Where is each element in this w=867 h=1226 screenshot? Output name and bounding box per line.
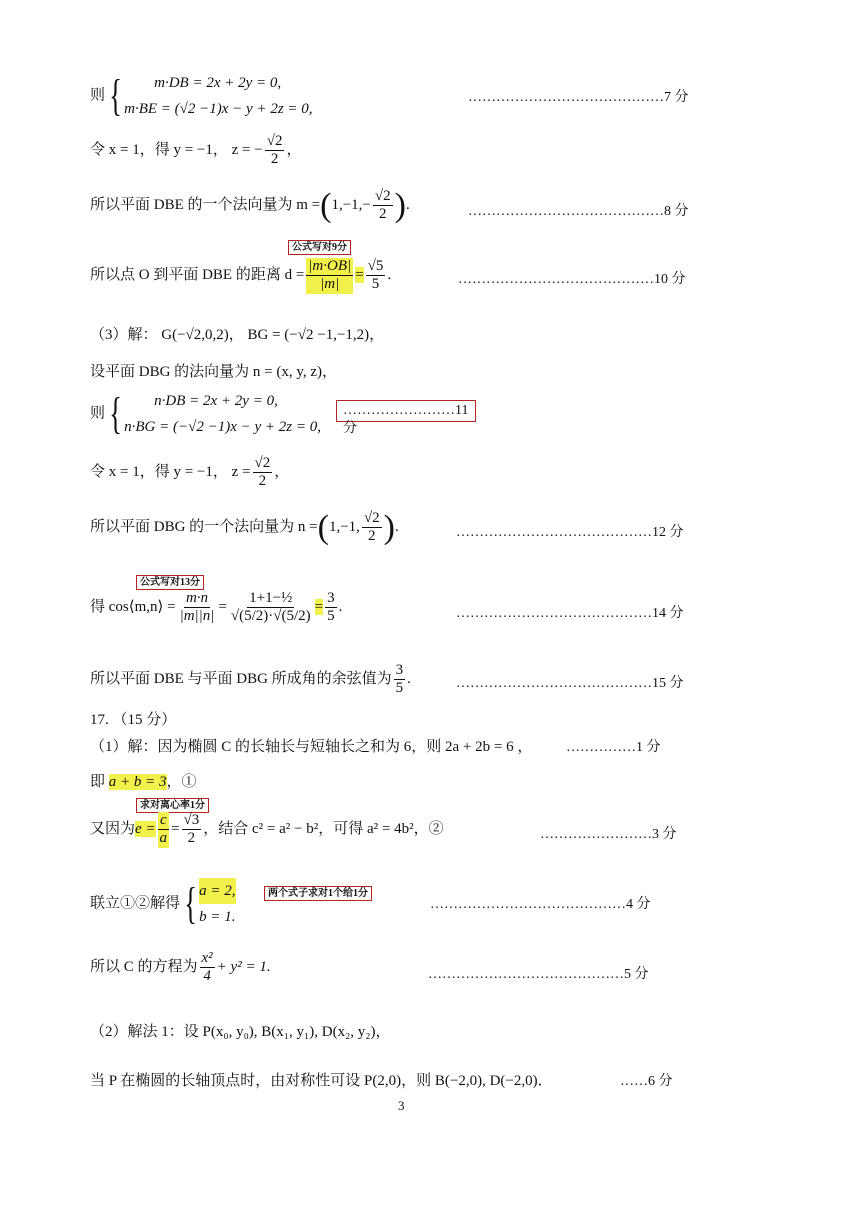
grading-note-two: 两个式子求对1个给1分 <box>264 886 372 901</box>
system-lines: m·DB = 2x + 2y = 0, m·BE = (√2 −1)x − y + 2z = 0, <box>124 75 313 117</box>
score-14: ……………………………………14 分 <box>456 606 684 621</box>
sum-ab: 即 a + b = 3，① <box>90 774 197 790</box>
page-number: 3 <box>398 1098 405 1113</box>
score-4: ……………………………………4 分 <box>430 897 651 912</box>
let-x-dbg: 令 x = 1，得 y = −1， z = $\frac{√2}{2}$ ， <box>90 455 290 490</box>
distance-formula: 所以点 O 到平面 DBE 的距离 d = $\frac{|m\cdot OB|}{|m|}$ = $\frac{√5}{5}$ . <box>90 258 392 293</box>
normal-vector-dbe: 所以平面 DBE 的一个法向量为 m =(1,−1,− $\frac{√2}{2}$ ). <box>90 186 410 224</box>
score-1: ……………1 分 <box>566 740 661 755</box>
score-3: ……………………3 分 <box>540 827 677 842</box>
normal-vector-dbg: 所以平面 DBG 的一个法向量为 n =(1,−1, $\frac{√2}{2}$ ). <box>90 508 399 546</box>
brace-icon: { <box>109 71 122 120</box>
score-5: ……………………………………5 分 <box>428 967 649 982</box>
set-normal-dbg: 设平面 DBG 的法向量为 n = (x, y, z)， <box>90 364 338 380</box>
score-12: ……………………………………12 分 <box>456 525 684 540</box>
fraction: $\frac{√2}{2}$ <box>266 133 283 168</box>
part2-method1: （2）解法 1：设 P(x₀, y₀), B(x₁, y₁), D(x₂, y₂)， <box>90 1024 391 1040</box>
score-15: ……………………………………15 分 <box>456 676 684 691</box>
let-x-dbe: 令 x = 1，得 y = −1， z = − $\frac{√2}{2}$ ， <box>90 133 302 168</box>
equation-system-dbg: 则{ n·DB = 2x + 2y = 0, n·BG = (−√2 −1)x − y + 2z = 0, <box>90 389 321 438</box>
grading-note-13: 公式写对13分 <box>136 575 204 590</box>
score-10: ……………………………………10 分 <box>458 272 686 287</box>
score-8: ……………………………………8 分 <box>468 204 689 219</box>
brace-icon: { <box>184 879 197 928</box>
label-ze: 则 <box>90 87 106 104</box>
vertex-case: 当 P 在椭圆的长轴顶点时，由对称性可设 P(2,0)，则 B(−2,0), D(−2,0)． <box>90 1073 553 1089</box>
score-11-box: ……………………11 分 <box>336 400 476 422</box>
score-7: ……………………………………7 分 <box>468 90 689 105</box>
brace-icon: { <box>109 389 122 438</box>
cos-answer: 所以平面 DBE 与平面 DBG 所成角的余弦值为 $\frac{3}{5}$ . <box>90 662 411 697</box>
part3-point-g: （3）解： G(−√2,0,2)， BG = (−√2 −1,−1,2)， <box>90 327 385 343</box>
part1-statement: （1）解：因为椭圆 C 的长轴长与短轴长之和为 6，则 2a + 2b = 6 ， <box>90 739 533 755</box>
grading-note-eccentricity: 求对离心率1分 <box>136 798 209 813</box>
equation-system-dbe <box>90 70 313 122</box>
problem-17-heading: 17. （15 分） <box>90 712 177 728</box>
eccentricity-line: 又因为e = $\frac{c}{a}$ = $\frac{√3}{2}$ ，结合 c² = a² − b²，可得 a² = 4b²，② <box>90 812 444 847</box>
solve-system: 联立①②解得{ a = 2, b = 1. <box>90 879 236 928</box>
ellipse-equation: 所以 C 的方程为 $\frac{\text{x²}}{4}$ + y² = 1. <box>90 950 271 985</box>
grading-note-9: 公式写对9分 <box>288 240 351 255</box>
cos-formula: 得 cos⟨m,n⟩ = $\frac{m\cdot n}{|m||n|}$ = $\frac{\text{1+1−½}}{√(5/2)\cdot√(5/2)}$ = $\frac{3}{5}$ . <box>90 590 343 625</box>
score-6: ……6 分 <box>620 1074 673 1089</box>
